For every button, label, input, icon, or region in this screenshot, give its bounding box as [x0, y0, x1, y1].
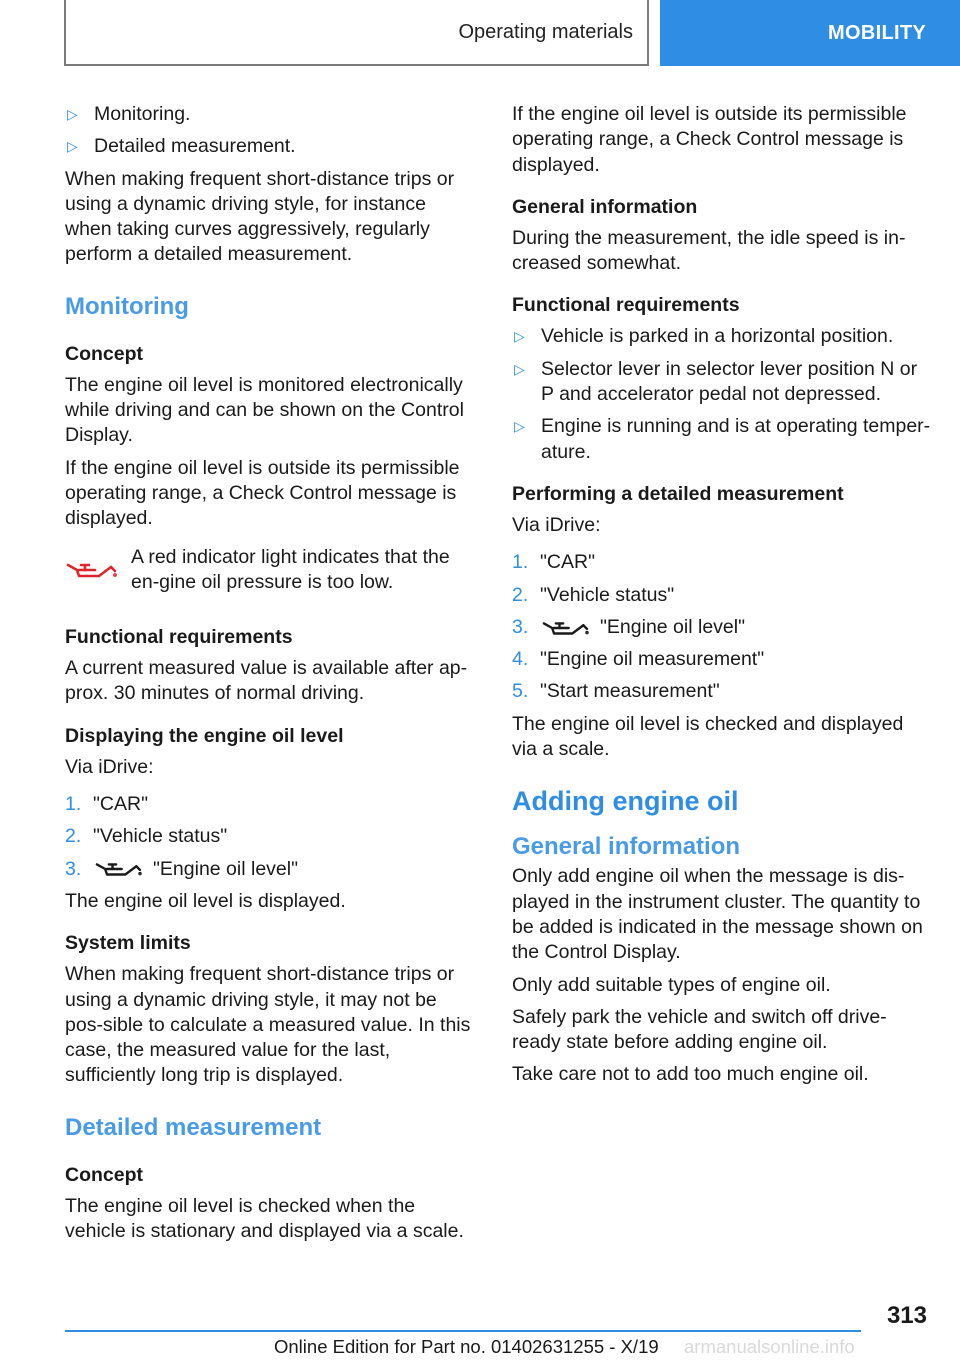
adding-paragraph: Only add suitable types of engine oil. — [512, 973, 831, 996]
list-item: 2. "Vehicle status" — [512, 583, 675, 606]
right-column — [512, 102, 932, 1095]
displayed-text: The engine oil level is displayed. — [65, 889, 346, 912]
general-information-heading: General information — [512, 833, 741, 861]
list-item: ▷ Detailed measurement. — [65, 134, 475, 159]
list-item: ▷ Engine is running and is at operating temper-ature. — [512, 414, 932, 465]
edition-text: Online Edition for Part no. 01402631255 - X/19 — [274, 1336, 659, 1357]
header-section-tab — [64, 0, 649, 66]
triangle-bullet-icon: ▷ — [67, 138, 78, 155]
via-idrive-text: Via iDrive: — [512, 513, 601, 536]
oil-can-icon — [65, 545, 131, 596]
footer-divider — [65, 1330, 861, 1332]
triangle-bullet-icon: ▷ — [67, 106, 78, 122]
header-chapter-tab — [660, 0, 960, 66]
oil-can-icon — [540, 617, 590, 639]
oil-can-icon — [93, 858, 143, 880]
adding-paragraph: Only add engine oil when the message is dis-played in the instrument cluster. The quantity to be added is indicated in the message shown on the Control Display. — [512, 865, 923, 964]
via-idrive-text: Via iDrive: — [65, 755, 154, 778]
indicator-note — [65, 545, 475, 596]
triangle-bullet-icon: ▷ — [514, 418, 525, 435]
functional-requirements-heading: Functional requirements — [512, 294, 740, 317]
indicator-note-text: A red indicator light indicates that the en-gine oil pressure is too low. — [131, 545, 450, 593]
performing-measurement-heading: Performing a detailed measurement — [512, 482, 844, 505]
list-item: 4. "Engine oil measurement" — [512, 648, 765, 671]
list-item: ▷ Monitoring. — [65, 102, 475, 127]
concept-paragraph: The engine oil level is checked when the vehicle is stationary and displayed via a scale. — [65, 1194, 464, 1243]
scale-text: The engine oil level is checked and displayed via a scale. — [512, 712, 904, 761]
concept-paragraph: If the engine oil level is outside its permissible operating range, a Check Control message is displayed. — [65, 456, 460, 530]
out-of-range-paragraph: If the engine oil level is outside its permissible operating range, a Check Control message is displayed. — [512, 103, 907, 176]
list-item: 1. "CAR" — [65, 793, 149, 816]
concept-paragraph: The engine oil level is monitored electronically while driving and can be shown on the Control Display. — [65, 373, 464, 447]
list-item: 5. "Start measurement" — [512, 680, 720, 703]
adding-paragraph: Take care not to add too much engine oil. — [512, 1063, 869, 1086]
concept-heading: Concept — [65, 1163, 143, 1186]
left-column — [65, 102, 475, 1251]
functional-requirements-text: A current measured value is available after ap-prox. 30 minutes of normal driving. — [65, 657, 468, 705]
intro-paragraph: When making frequent short-distance trips or using a dynamic driving style, for instance when taking curves aggressively, regularly perform a detailed measurement. — [65, 167, 455, 266]
header-chapter-title: MOBILITY — [828, 21, 926, 44]
general-information-heading: General information — [512, 195, 698, 218]
list-item: ▷ Vehicle is parked in a horizontal position. — [512, 324, 932, 349]
list-item: 3. "Engine oil level" — [512, 615, 746, 638]
displaying-oil-level-heading: Displaying the engine oil level — [65, 724, 344, 747]
list-item: 2. "Vehicle status" — [65, 825, 228, 848]
system-limits-text: When making frequent short-distance trips or using a dynamic driving style, it may not be pos-sible to calculate a measured value. In this case, the measured value for the last, sufficiently long trip is displayed. — [65, 963, 471, 1087]
header-section-title: Operating materials — [458, 20, 633, 43]
monitoring-heading: Monitoring — [65, 292, 189, 320]
list-item: 1. "CAR" — [512, 551, 596, 574]
watermark: armanualsonline.info — [684, 1336, 855, 1357]
triangle-bullet-icon: ▷ — [514, 328, 525, 345]
triangle-bullet-icon: ▷ — [514, 360, 525, 377]
page-number: 313 — [886, 1302, 927, 1329]
adding-paragraph: Safely park the vehicle and switch off drive-ready state before adding engine oil. — [512, 1005, 887, 1054]
detailed-measurement-heading: Detailed measurement — [65, 1113, 322, 1141]
concept-heading: Concept — [65, 342, 143, 365]
adding-engine-oil-heading: Adding engine oil — [512, 786, 739, 817]
system-limits-heading: System limits — [65, 932, 191, 955]
functional-requirements-heading: Functional requirements — [65, 626, 293, 649]
list-item: 3. "Engine oil level" — [65, 857, 299, 880]
list-item: ▷ Selector lever in selector lever position N or P and accelerator pedal not depressed. — [512, 357, 932, 408]
general-information-text: During the measurement, the idle speed is in-creased somewhat. — [512, 226, 906, 275]
